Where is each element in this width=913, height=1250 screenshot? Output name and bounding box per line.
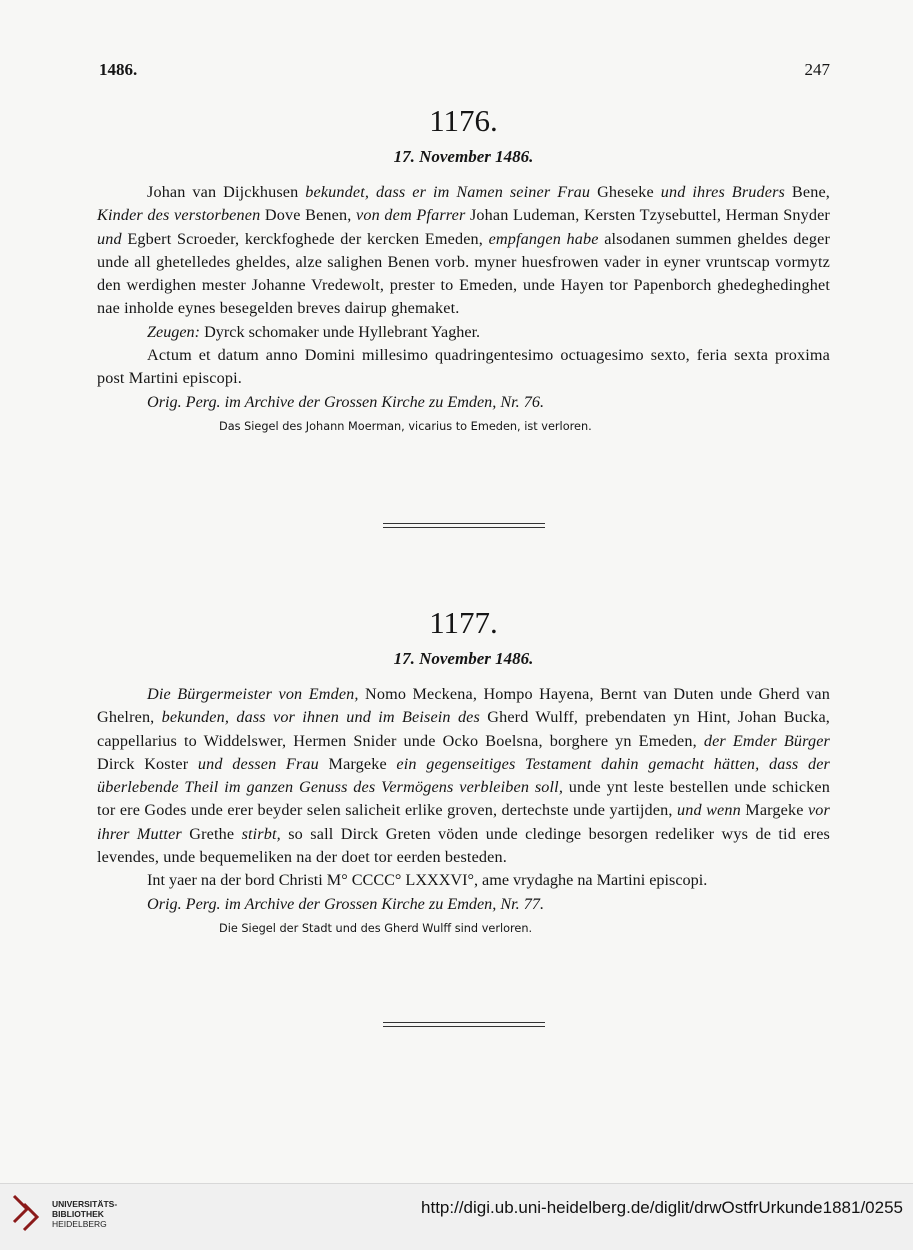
summary-italic-run: und wenn (676, 801, 741, 820)
summary-italic-run: ein gegenseitiges Testament dahin gemacht hätten, dass der überlebende Theil im ganzen Genuss des Vermögens verbleiben soll, (97, 754, 830, 797)
source-note: Orig. Perg. im Archive der Grossen Kirche zu Emden, Nr. 76. (147, 392, 545, 411)
summary-italic-run: vor ihrer Mutter (97, 801, 830, 843)
library-name-line2: BIBLIOTHEK (52, 1209, 104, 1219)
entry-number: 1177. (429, 605, 498, 640)
entry-date: 17. November 1486. (393, 649, 534, 668)
entry-summary (97, 683, 830, 869)
section-divider (383, 1022, 545, 1027)
summary-italic-run: empfangen habe (488, 229, 599, 248)
closing-formula: Int yaer na der bord Christi M° CCCC° LXXXVI°, ame vrydaghe na Martini episcopi. (147, 871, 708, 890)
library-name-line3: HEIDELBERG (52, 1219, 107, 1229)
summary-roman-run: Dove Benen, (260, 206, 357, 225)
witness-label: Zeugen: (147, 322, 201, 341)
summary-roman-run: Bene, (785, 183, 830, 201)
summary-roman-run: Johan van Dijckhusen (147, 183, 306, 201)
library-name-line1: UNIVERSITÄTS- (52, 1199, 118, 1209)
permalink-url[interactable]: http://digi.ub.uni-heidelberg.de/diglit/drwOstfrUrkunde1881/0255 (421, 1198, 903, 1217)
entry-summary (97, 181, 830, 321)
summary-roman-run: Grethe (181, 824, 242, 843)
summary-italic-run: und ihres Bruders (660, 183, 786, 201)
summary-roman-run: Egbert Scroeder, kerckfoghede der kercken Emeden, (121, 229, 489, 248)
summary-italic-run: Die Bürgermeister von Emden, (147, 685, 359, 703)
summary-italic-run: stirbt, (241, 824, 281, 843)
witness-text: Dyrck schomaker unde Hyllebrant Yagher. (200, 322, 481, 341)
summary-italic-run: der Emder Bürger (703, 731, 830, 750)
entry-1177 (97, 605, 830, 935)
entry-1176 (97, 103, 830, 433)
summary-italic-run: und dessen Frau (197, 754, 319, 773)
library-footer (0, 1183, 913, 1250)
seal-note: Die Siegel der Stadt und des Gherd Wulff sind verloren. (219, 921, 533, 935)
summary-roman-run: Dirck Koster (97, 754, 198, 773)
summary-roman-run: so sall Dirck Greten vöden unde cledinge besorgen redeliker wys de tid eres levendes, unde bequemeliken na der doet tor eerden besteden. (97, 824, 830, 867)
seal-note: Das Siegel des Johann Moerman, vicarius to Emeden, ist verloren. (219, 419, 592, 433)
summary-roman-run: Margeke (318, 754, 397, 773)
summary-italic-run: Kinder des verstorbenen (97, 206, 261, 225)
witnesses (97, 321, 830, 344)
summary-italic-run: und (97, 229, 122, 248)
summary-roman-run: unde ynt leste bestellen unde schicken tor ere Godes unde erer beyder selen salicheit erlike groven, dertechste unde yartijden, (97, 778, 830, 820)
summary-roman-run: Johan Ludeman, Kersten Tzysebuttel, Herman Snyder (465, 206, 830, 225)
university-library-logo-icon (10, 1192, 44, 1234)
page-number: 247 (804, 60, 830, 79)
summary-roman-run: Margeke (740, 801, 808, 820)
summary-roman-run: Gheseke (590, 183, 661, 201)
running-head-year: 1486. (99, 60, 138, 79)
summary-italic-run: von dem Pfarrer (356, 206, 466, 225)
entry-date: 17. November 1486. (393, 147, 534, 166)
summary-italic-run: bekundet, dass er im Namen seiner Frau (305, 183, 591, 201)
library-name (52, 1199, 117, 1229)
summary-roman-run: Gherd Wulff, prebendaten yn Hint, Johan Bucka, cappellarius to Widdelswer, Hermen Snider unde Ocko Boelsna, borghere yn Emeden, (97, 708, 830, 750)
summary-roman-run: alsodanen summen gheldes deger unde all ghetelledes gheldes, alze salighen Benen vorb. myner huesfrowen vader in eyner vruntscap vormytz den werdighen mester Johanne Vredewolt, prester to Emeden, unde Hayen tor Papenborch ghedeghedinghet nae inholde eynes besegelden breves dairup ghemaket. (97, 229, 830, 318)
section-divider (383, 523, 545, 528)
entry-number: 1176. (429, 103, 498, 138)
closing-formula: Actum et datum anno Domini millesimo quadringentesimo octuagesimo sexto, feria sexta proxima post Martini episcopi. (97, 346, 830, 388)
summary-roman-run: Nomo Meckena, Hompo Hayena, Bernt van Duten unde Gherd van Ghelren, (97, 685, 830, 727)
source-note: Orig. Perg. im Archive der Grossen Kirche zu Emden, Nr. 77. (147, 894, 545, 913)
summary-italic-run: bekunden, dass vor ihnen und im Beisein des (161, 708, 480, 727)
